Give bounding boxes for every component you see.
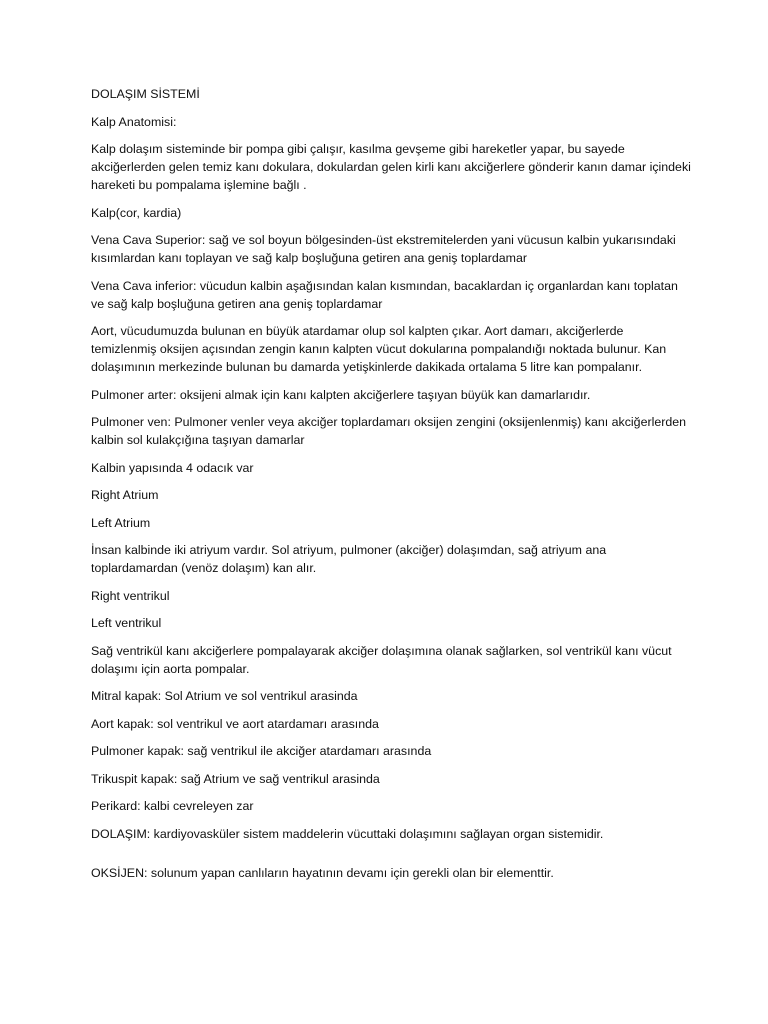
- paragraph-pulmoner-ven: Pulmoner ven: Pulmoner venler veya akciğer toplardamarı oksijen zengini (oksijenlenmiş) kanı akciğerlerden kalbin sol kulakçığına taşıyan damarlar: [91, 415, 687, 447]
- paragraph-odacik: Kalbin yapısında 4 odacık var: [91, 460, 254, 475]
- paragraph-perikard: Perikard: kalbi cevreleyen zar: [91, 799, 254, 813]
- paragraph-left-atrium: Left Atrium: [91, 515, 151, 530]
- paragraph-oksijen: OKSİJEN: solunum yapan canlıların hayatının devamı için gerekli olan bir elementtir.: [91, 865, 554, 880]
- paragraph-pulmoner-arter: Pulmoner arter: oksijeni almak için kanı kalpten akciğerlere taşıyan büyük kan damarlarıdır.: [91, 387, 591, 402]
- paragraph-ventrikul-pompa: Sağ ventrikül kanı akciğerlere pompalayarak akciğer dolaşımına olanak sağlarken, sol ventrikül kanı vücut dolaşımı için aorta pompalar.: [91, 643, 672, 676]
- paragraph-right-atrium: Right Atrium: [91, 488, 159, 502]
- paragraph-pulmoner-kapak: Pulmoner kapak: sağ ventrikul ile akciğer atardamarı arasında: [91, 744, 432, 758]
- paragraph-kalp-anatomisi: Kalp Anatomisi:: [91, 114, 177, 129]
- document-page: [91, 85, 691, 891]
- paragraph-kalp-cor: Kalp(cor, kardia): [91, 205, 182, 220]
- document-title: DOLAŞIM SİSTEMİ: [91, 87, 200, 101]
- paragraph-mitral-kapak: Mitral kapak: Sol Atrium ve sol ventrikul arasinda: [91, 689, 358, 703]
- paragraph-atriyum: İnsan kalbinde iki atriyum vardır. Sol atriyum, pulmoner (akciğer) dolaşımdan, sağ atriyum ana toplardamardan (venöz dolaşım) kan alır.: [91, 543, 607, 575]
- paragraph-aort-kapak: Aort kapak: sol ventrikul ve aort atardamarı arasında: [91, 716, 379, 731]
- paragraph-kalp-intro: Kalp dolaşım sisteminde bir pompa gibi çalışır, kasılma gevşeme gibi hareketler yapar, bu sayede akciğerlerden gelen temiz kanı dokulara, dokulardan gelen kirli kanı akciğerlere gönderir kanın damar içindeki hareketi bu pompalama işlemine bağlı .: [91, 142, 691, 192]
- paragraph-dolasim: DOLAŞIM: kardiyovasküler sistem maddelerin vücuttaki dolaşımını sağlayan organ sistemidir.: [91, 826, 604, 841]
- paragraph-trikuspit-kapak: Trikuspit kapak: sağ Atrium ve sağ ventrikul arasinda: [91, 771, 380, 786]
- paragraph-right-ventrikul: Right ventrikul: [91, 588, 170, 603]
- paragraph-vena-cava-superior: Vena Cava Superior: sağ ve sol boyun bölgesinden-üst ekstremitelerden yani vücusun kalbin yukarısındaki kısımlardan kanı toplayan ve sağ kalp boşluğuna getiren ana geniş toplardamar: [91, 233, 676, 265]
- paragraph-left-ventrikul: Left ventrikul: [91, 616, 162, 630]
- paragraph-vena-cava-inferior: Vena Cava inferior: vücudun kalbin aşağısından kalan kısmından, bacaklardan iç organlardan kanı toplatan ve sağ kalp boşluğuna getiren ana geniş toplardamar: [91, 278, 678, 311]
- paragraph-aort: Aort, vücudumuzda bulunan en büyük atardamar olup sol kalpten çıkar. Aort damarı, akciğerlerde temizlenmiş oksijen açısından zengin kanın kalpten vücut dokularına pompalandığı noktada bulunur. Kan dolaşımının merkezinde bulunan bu damarda yetişkinlerde dakikada ortalama 5 litre kan pompalanır.: [91, 324, 667, 374]
